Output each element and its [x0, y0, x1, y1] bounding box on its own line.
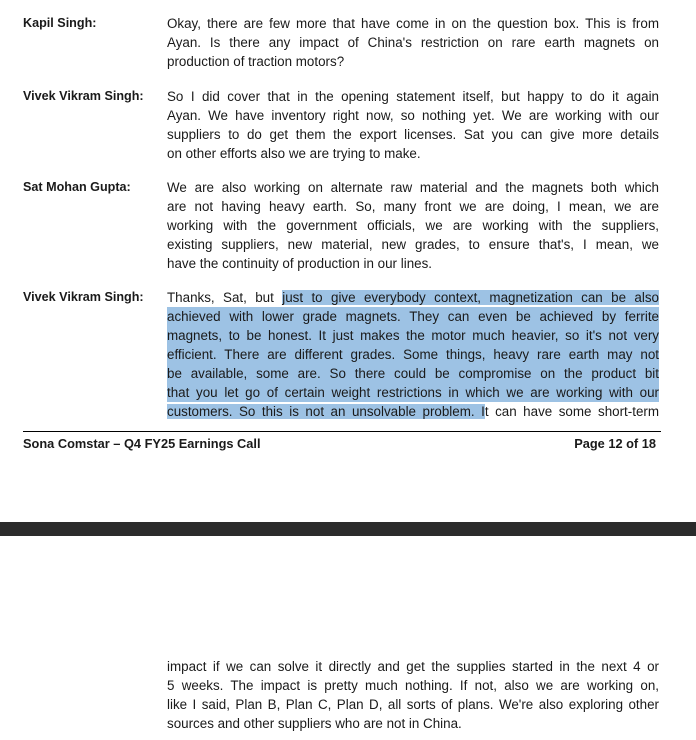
speech-line: sources and other suppliers who are not in China.	[167, 716, 462, 731]
selection-highlight-line[interactable]: that you let go of certain weight restrictions in which we are working with our	[167, 385, 659, 400]
selection-highlight[interactable]: just to give everybody context, magnetization can be also	[282, 290, 659, 305]
speech-line[interactable]	[167, 402, 659, 421]
speaker-name: Kapil Singh:	[23, 16, 97, 30]
speech-line: have the continuity of production in our lines.	[167, 256, 433, 271]
speech-line: Ayan. We have inventory right now, so nothing yet. We are working with our	[167, 108, 659, 123]
speech-text	[167, 87, 659, 163]
document-page-13	[0, 536, 696, 740]
speech-line: So I did cover that in the opening statement itself, but happy to do it again	[167, 89, 659, 104]
speaker-name: Vivek Vikram Singh:	[23, 89, 144, 103]
selection-highlight[interactable]: customers. So this is not an unsolvable problem. I	[167, 404, 485, 419]
selection-highlight-line[interactable]: magnets, to be honest. It just makes the motor much heavier, so it's not very	[167, 328, 659, 343]
page-separator	[0, 522, 696, 536]
unselected-text[interactable]: Thanks, Sat, but	[167, 290, 283, 305]
speaker-name: Vivek Vikram Singh:	[23, 290, 144, 304]
speech-line: are not having heavy earth. So, many front we are doing, I mean, we are	[167, 199, 659, 214]
speech-line: suppliers to do get them the export licenses. Sat you can give more details	[167, 127, 659, 142]
speaker-name: Sat Mohan Gupta:	[23, 180, 131, 194]
speech-line: working with the government officials, we are working with the suppliers,	[167, 218, 659, 233]
selection-highlight-line[interactable]: achieved with lower grade magnets. They can even be achieved by ferrite	[167, 309, 659, 324]
selection-highlight-line[interactable]: be available, some are. So there could be compromise on the product bit	[167, 366, 659, 381]
speech-text	[167, 178, 659, 273]
continued-speech-text	[167, 657, 659, 733]
footer-page-number: Page 12 of 18	[574, 436, 656, 451]
speech-text	[167, 14, 659, 71]
speech-line: like I said, Plan B, Plan C, Plan D, all sorts of plans. We're also exploring other	[167, 697, 659, 712]
speech-line[interactable]	[167, 288, 659, 307]
footer-divider	[23, 431, 661, 432]
footer-document-title: Sona Comstar – Q4 FY25 Earnings Call	[23, 436, 261, 451]
selection-highlight-line[interactable]: efficient. There are different grades. Some things, heavy rare earth may not	[167, 347, 659, 362]
speech-line: existing suppliers, new material, new grades, to ensure that's, I mean, we	[167, 237, 659, 252]
speech-line: We are also working on alternate raw material and the magnets both which	[167, 180, 659, 195]
speech-line: 5 weeks. The impact is pretty much nothing. If not, also we are working on,	[167, 678, 659, 693]
speech-line: Ayan. Is there any impact of China's restriction on rare earth magnets on	[167, 35, 659, 50]
speech-line: production of traction motors?	[167, 54, 345, 69]
speech-text-selected[interactable]	[167, 288, 659, 421]
speech-line: Okay, there are few more that have come in on the question box. This is from	[167, 16, 659, 31]
speech-line: on other efforts also we are trying to make.	[167, 146, 421, 161]
speech-line: impact if we can solve it directly and get the supplies started in the next 4 or	[167, 659, 659, 674]
unselected-text[interactable]: t can have some short-term	[484, 404, 660, 419]
